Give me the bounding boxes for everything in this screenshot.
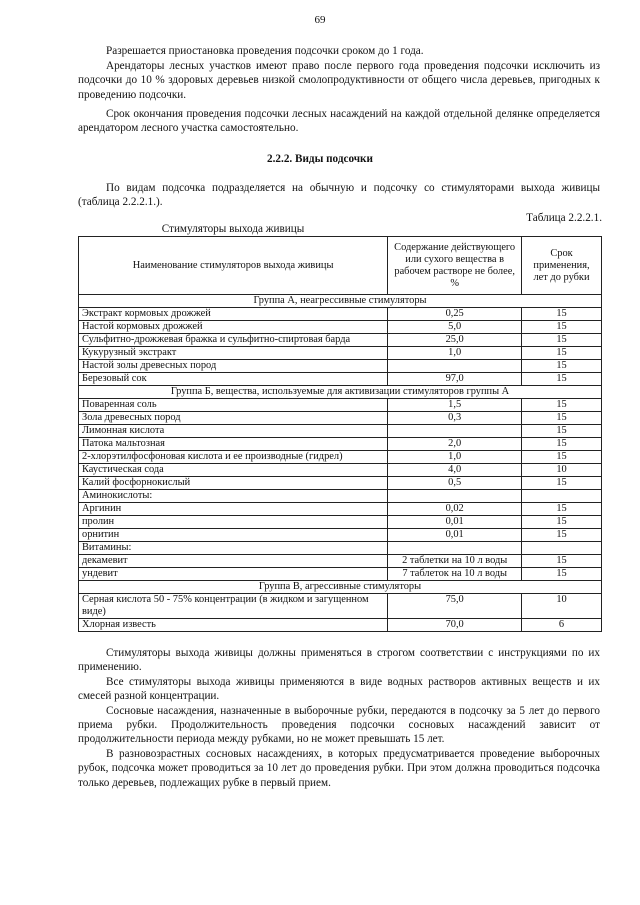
cell-content xyxy=(388,542,522,555)
cell-term: 15 xyxy=(522,399,602,412)
cell-name: 2-хлорэтилфосфоновая кислота и ее производные (гидрел) xyxy=(79,451,388,464)
cell-name: Аминокислоты: xyxy=(79,490,388,503)
table-row xyxy=(79,334,602,347)
header-content: Содержание действующего или сухого вещества в рабочем растворе не более, % xyxy=(388,237,522,295)
table-row xyxy=(79,594,602,619)
cell-content: 1,5 xyxy=(388,399,522,412)
stimulators-table xyxy=(78,236,602,632)
table-row xyxy=(79,308,602,321)
closing-section xyxy=(78,646,600,790)
cell-content: 1,0 xyxy=(388,451,522,464)
cell-term: 15 xyxy=(522,451,602,464)
table-row xyxy=(79,438,602,451)
cell-name: Березовый сок xyxy=(79,373,388,386)
cell-content: 70,0 xyxy=(388,619,522,632)
table-row xyxy=(79,477,602,490)
table-row xyxy=(79,464,602,477)
table-row xyxy=(79,619,602,632)
table-row xyxy=(79,321,602,334)
group-title: Группа В, агрессивные стимуляторы xyxy=(79,581,602,594)
cell-content: 0,5 xyxy=(388,477,522,490)
cell-name: Настой золы древесных пород xyxy=(79,360,388,373)
cell-term: 15 xyxy=(522,503,602,516)
cell-term: 15 xyxy=(522,516,602,529)
table-row xyxy=(79,503,602,516)
table-label: Таблица 2.2.2.1. xyxy=(526,212,602,224)
cell-name: Хлорная известь xyxy=(79,619,388,632)
table-row xyxy=(79,412,602,425)
cell-name: декамевит xyxy=(79,555,388,568)
closing-paragraph-2: Все стимуляторы выхода живицы применяются в виде водных растворов активных веществ и их смесей разной концентрации. xyxy=(78,675,600,703)
header-term: Срок применения, лет до рубки xyxy=(522,237,602,295)
cell-term: 15 xyxy=(522,308,602,321)
closing-paragraph-1: Стимуляторы выхода живицы должны применяться в строгом соответствии с инструкциями по их применению. xyxy=(78,647,600,674)
cell-term: 15 xyxy=(522,529,602,542)
cell-content xyxy=(388,490,522,503)
cell-term: 15 xyxy=(522,321,602,334)
table-row xyxy=(79,516,602,529)
cell-content: 1,0 xyxy=(388,347,522,360)
cell-name: Калий фосфорнокислый xyxy=(79,477,388,490)
intro-paragraph-2: Арендаторы лесных участков имеют право после первого года проведения подсочки исключить из подсочки до 10 % здоровых деревьев низкой смолопродуктивности от общего числа деревьев, пригодных к проведению подсочки. xyxy=(78,60,600,101)
cell-content: 0,01 xyxy=(388,516,522,529)
cell-term: 10 xyxy=(522,464,602,477)
cell-term: 15 xyxy=(522,334,602,347)
table-body xyxy=(79,295,602,632)
cell-name: Аргинин xyxy=(79,503,388,516)
cell-name: Витамины: xyxy=(79,542,388,555)
cell-term: 15 xyxy=(522,360,602,373)
cell-content xyxy=(388,360,522,373)
table-row xyxy=(79,347,602,360)
table-row xyxy=(79,568,602,581)
cell-name: Кукурузный экстракт xyxy=(79,347,388,360)
section-heading: 2.2.2. Виды подсочки xyxy=(267,153,373,165)
cell-name: Патока мальтозная xyxy=(79,438,388,451)
cell-content: 0,01 xyxy=(388,529,522,542)
cell-term: 15 xyxy=(522,412,602,425)
cell-content: 75,0 xyxy=(388,594,522,619)
cell-term: 15 xyxy=(522,568,602,581)
cell-content: 7 таблеток на 10 л воды xyxy=(388,568,522,581)
table-row xyxy=(79,399,602,412)
cell-name: Каустическая сода xyxy=(79,464,388,477)
cell-term xyxy=(522,490,602,503)
closing-paragraph-3: Сосновые насаждения, назначенные в выборочные рубки, передаются в подсочку за 5 лет до первого приема рубки. Продолжительность проведения подсочки сосновых насаждений зависит от продолжительности периода между рубками, но не может превышать 15 лет. xyxy=(78,704,600,746)
table-row xyxy=(79,451,602,464)
cell-term: 15 xyxy=(522,477,602,490)
cell-name: орнитин xyxy=(79,529,388,542)
group-title: Группа Б, вещества, используемые для активизации стимуляторов группы А xyxy=(79,386,602,399)
cell-content: 0,02 xyxy=(388,503,522,516)
table-row xyxy=(79,425,602,438)
table-row xyxy=(79,490,602,503)
cell-name: пролин xyxy=(79,516,388,529)
table-group-row xyxy=(79,295,602,308)
cell-content: 5,0 xyxy=(388,321,522,334)
cell-content: 2 таблетки на 10 л воды xyxy=(388,555,522,568)
cell-content: 25,0 xyxy=(388,334,522,347)
cell-name: Зола древесных пород xyxy=(79,412,388,425)
table-group-row xyxy=(79,581,602,594)
cell-name: Серная кислота 50 - 75% концентрации (в жидком и загущенном виде) xyxy=(79,594,388,619)
cell-term: 15 xyxy=(522,555,602,568)
cell-name: Экстракт кормовых дрожжей xyxy=(79,308,388,321)
header-name: Наименование стимуляторов выхода живицы xyxy=(79,237,388,295)
cell-name: Сульфитно-дрожжевая бражка и сульфитно-спиртовая барда xyxy=(79,334,388,347)
cell-term: 15 xyxy=(522,373,602,386)
cell-name: Настой кормовых дрожжей xyxy=(79,321,388,334)
table-row xyxy=(79,555,602,568)
table-title: Стимуляторы выхода живицы xyxy=(161,223,305,235)
page-number: 69 xyxy=(314,14,326,26)
cell-content: 4,0 xyxy=(388,464,522,477)
cell-content: 0,25 xyxy=(388,308,522,321)
cell-term: 6 xyxy=(522,619,602,632)
cell-name: Поваренная соль xyxy=(79,399,388,412)
cell-term: 15 xyxy=(522,438,602,451)
table-row xyxy=(79,373,602,386)
table-header-row xyxy=(79,237,602,295)
cell-term xyxy=(522,542,602,555)
section-paragraph: По видам подсочка подразделяется на обычную и подсочку со стимуляторами выхода живицы (таблица 2.2.2.1.). xyxy=(78,182,600,209)
cell-term: 15 xyxy=(522,347,602,360)
cell-term: 15 xyxy=(522,425,602,438)
closing-paragraph-4: В разновозрастных сосновых насаждениях, в которых предусматривается проведение выборочных рубок, подсочка может проводиться за 10 лет до проведения рубки. При этом должна проводиться подсочка только деревьев, подлежащих рубке в первый прием. xyxy=(78,747,600,789)
cell-content: 97,0 xyxy=(388,373,522,386)
intro-paragraph-3: Срок окончания проведения подсочки лесных насаждений на каждой отдельной делянке определяется арендатором лесного участка самостоятельно. xyxy=(78,108,600,135)
group-title: Группа А, неагрессивные стимуляторы xyxy=(79,295,602,308)
table-row xyxy=(79,542,602,555)
table-group-row xyxy=(79,386,602,399)
cell-name: Лимонная кислота xyxy=(79,425,388,438)
table-row xyxy=(79,360,602,373)
cell-content: 0,3 xyxy=(388,412,522,425)
table-row xyxy=(79,529,602,542)
cell-content: 2,0 xyxy=(388,438,522,451)
cell-name: ундевит xyxy=(79,568,388,581)
cell-term: 10 xyxy=(522,594,602,619)
intro-paragraph-1: Разрешается приостановка проведения подсочки сроком до 1 года. xyxy=(106,45,424,57)
cell-content xyxy=(388,425,522,438)
